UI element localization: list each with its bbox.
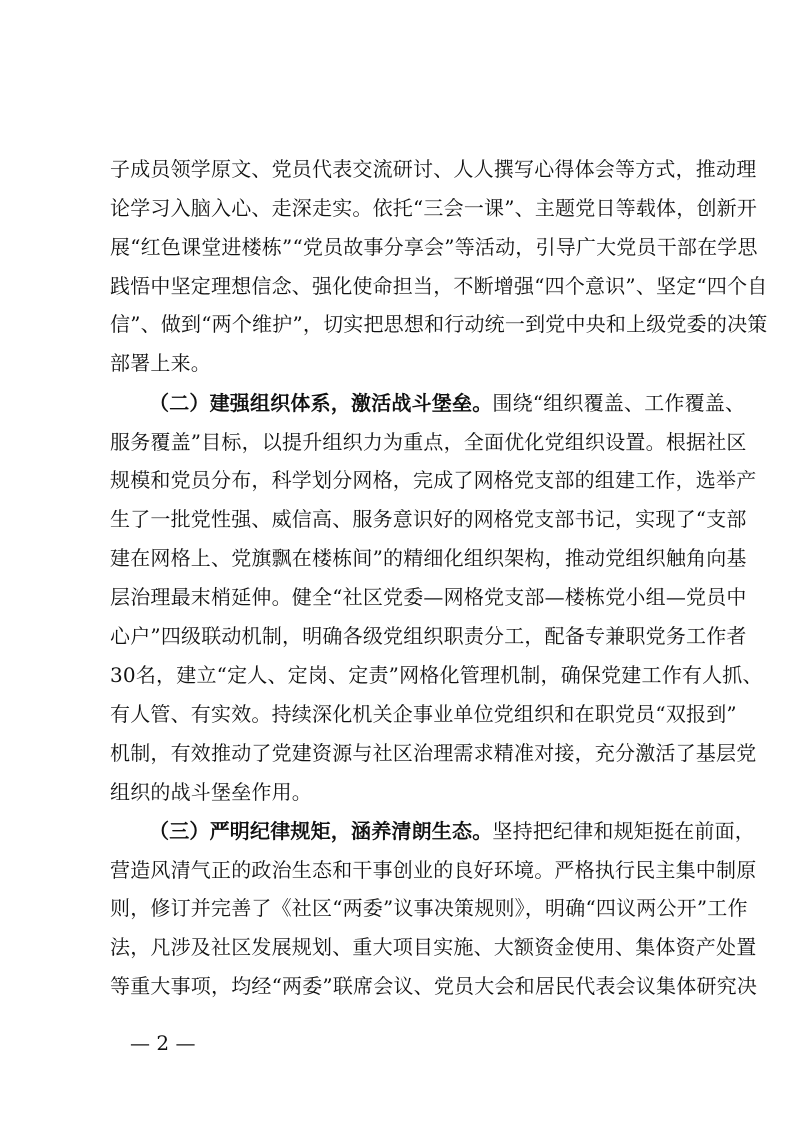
paragraph-line: 部署上来。 [110,351,211,375]
paragraph-line: 信”、做到“两个维护”，切实把思想和行动统一到党中央和上级党委的决策 [110,312,768,336]
section-heading: （三）严明纪律规矩，涵养清朗生态。 [149,819,493,843]
section-heading-line [149,818,756,844]
paragraph-line: 建在网格上、党旗飘在楼栋间”的精细化组织架构，推动党组织触角向基 [110,546,747,570]
section-heading: （二）建强组织体系，激活战斗堡垒。 [149,391,493,415]
paragraph-line: 机制，有效推动了党建资源与社区治理需求精准对接，充分激活了基层党 [110,741,757,765]
paragraph-line: 生了一批党性强、威信高、服务意识好的网格党支部书记，实现了“支部 [110,507,747,531]
paragraph-line: 展“红色课堂进楼栋”“党员故事分享会”等活动，引导广大党员干部在学思 [110,235,758,259]
paragraph-line: 论学习入脑入心、走深走实。依托“三会一课”、主题党日等载体，创新开 [110,196,758,220]
paragraph-text: 坚持把纪律和规矩挺在前面， [492,819,756,843]
paragraph-line: 层治理最末梢延伸。健全“社区党委—网格党支部—楼栋党小组—党员中 [110,585,747,609]
paragraph-line: 子成员领学原文、党员代表交流研讨、人人撰写心得体会等方式，推动理 [110,157,757,181]
paragraph-line: 30名，建立“定人、定岗、定责”网格化管理机制，确保党建工作有人抓、 [110,663,763,687]
paragraph-line: 则，修订并完善了《社区“两委”议事决策规则》，明确“四议两公开”工作 [110,896,748,920]
paragraph-line: 有人管、有实效。持续深化机关企事业单位党组织和在职党员“双报到” [110,702,737,726]
paragraph-text: 围绕“组织覆盖、工作覆盖、 [492,391,746,415]
paragraph-line: 服务覆盖”目标，以提升组织力为重点，全面优化党组织设置。根据社区 [110,430,747,454]
paragraph-line: 法，凡涉及社区发展规划、重大项目实施、大额资金使用、集体资产处置 [110,935,757,959]
paragraph-line: 规模和党员分布，科学划分网格，完成了网格党支部的组建工作，选举产 [110,468,757,492]
paragraph-line: 组织的战斗堡垒作用。 [110,780,312,804]
page-number: — 2 — [130,1031,196,1055]
paragraph-line: 心户”四级联动机制，明确各级党组织职责分工，配备专兼职党务工作者 [110,624,747,648]
paragraph-line: 等重大事项，均经“两委”联席会议、党员大会和居民代表会议集体研究决 [110,974,758,998]
paragraph-line: 践悟中坚定理想信念、强化使命担当，不断增强“四个意识”、坚定“四个自 [110,274,768,298]
section-heading-line [149,390,746,416]
paragraph-line: 营造风清气正的政治生态和干事创业的良好环境。严格执行民主集中制原 [110,858,757,882]
